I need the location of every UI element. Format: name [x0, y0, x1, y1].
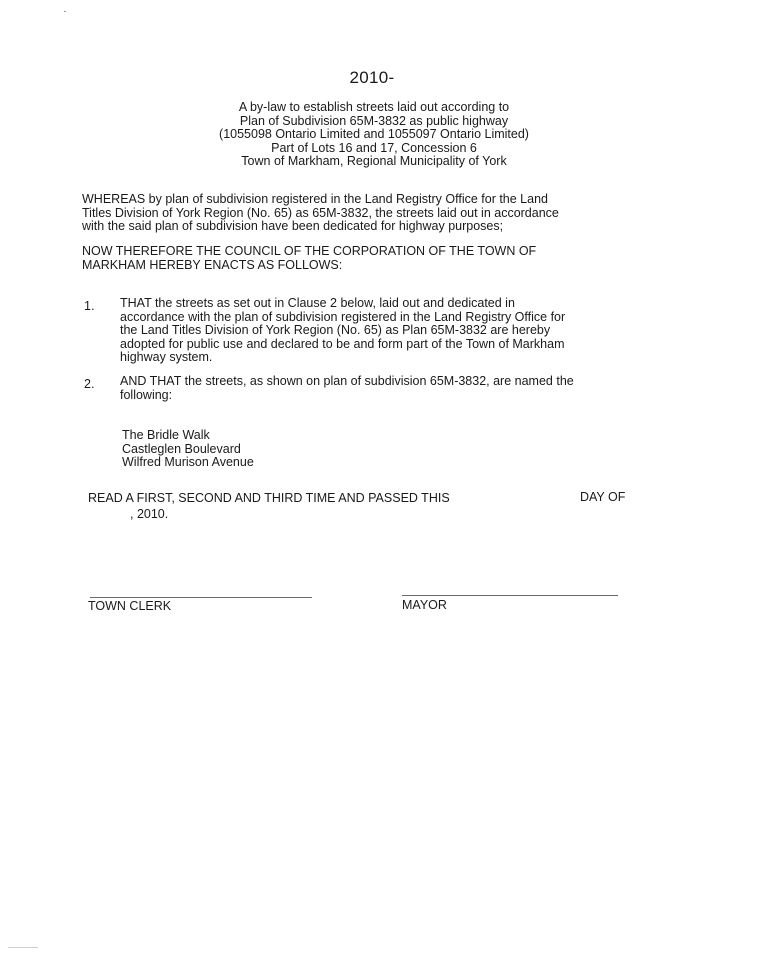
title-line: Part of Lots 16 and 17, Concession 6	[271, 140, 477, 155]
clause-line: THAT the streets as set out in Clause 2 below, laid out and dedicated in	[120, 296, 515, 310]
title-line: Plan of Subdivision 65M-3832 as public highway	[239, 113, 509, 128]
clause-line: accordance with the plan of subdivision registered in the Land Registry Office for	[120, 309, 566, 324]
bylaw-number: 2010-	[349, 68, 395, 87]
paragraph-line: Titles Division of York Region (No. 65) as 65M-3832, the streets laid out in accordance	[82, 205, 559, 220]
town-clerk-label: TOWN CLERK	[88, 599, 172, 613]
passage-day-of: DAY OF	[580, 490, 626, 504]
paragraph-line: WHEREAS by plan of subdivision registered in the Land Registry Office for the Land	[82, 192, 548, 206]
scan-speck	[64, 11, 66, 12]
paragraph-line: MARKHAM HEREBY ENACTS AS FOLLOWS:	[82, 257, 343, 272]
mayor-signature-line	[402, 595, 618, 596]
clause-number: 1.	[84, 299, 95, 313]
clause-line: adopted for public use and declared to be and form part of the Town of Markham	[120, 336, 565, 351]
clause-line: the Land Titles Division of York Region (No. 65) as Plan 65M-3832 are hereby	[120, 323, 551, 338]
clause-2-text	[120, 375, 574, 402]
passage-year: , 2010.	[130, 507, 169, 521]
clause-line: highway system.	[120, 350, 213, 365]
paragraph-line: with the said plan of subdivision have been dedicated for highway purposes;	[82, 219, 504, 234]
whereas-paragraph	[82, 193, 559, 234]
town-clerk-signature-line	[90, 597, 312, 598]
title-line: Town of Markham, Regional Municipality of York	[241, 154, 507, 169]
street-name: Castleglen Boulevard	[122, 441, 241, 456]
bylaw-title	[0, 101, 748, 169]
enacting-paragraph	[82, 245, 536, 272]
passage-statement: READ A FIRST, SECOND AND THIRD TIME AND PASSED THIS	[88, 491, 450, 505]
street-names-list	[122, 429, 254, 470]
street-name: The Bridle Walk	[122, 428, 210, 442]
clause-number: 2.	[84, 377, 95, 391]
scan-speck	[8, 947, 38, 948]
title-line: A by-law to establish streets laid out according to	[238, 100, 510, 114]
mayor-label: MAYOR	[402, 598, 447, 612]
clause-line: AND THAT the streets, as shown on plan of subdivision 65M-3832, are named the	[120, 374, 574, 388]
title-line: (1055098 Ontario Limited and 1055097 Ontario Limited)	[219, 127, 529, 142]
paragraph-line: NOW THEREFORE THE COUNCIL OF THE CORPORATION OF THE TOWN OF	[82, 244, 537, 258]
clause-1-text	[120, 297, 565, 365]
street-name: Wilfred Murison Avenue	[122, 455, 254, 470]
clause-line: following:	[120, 387, 173, 402]
